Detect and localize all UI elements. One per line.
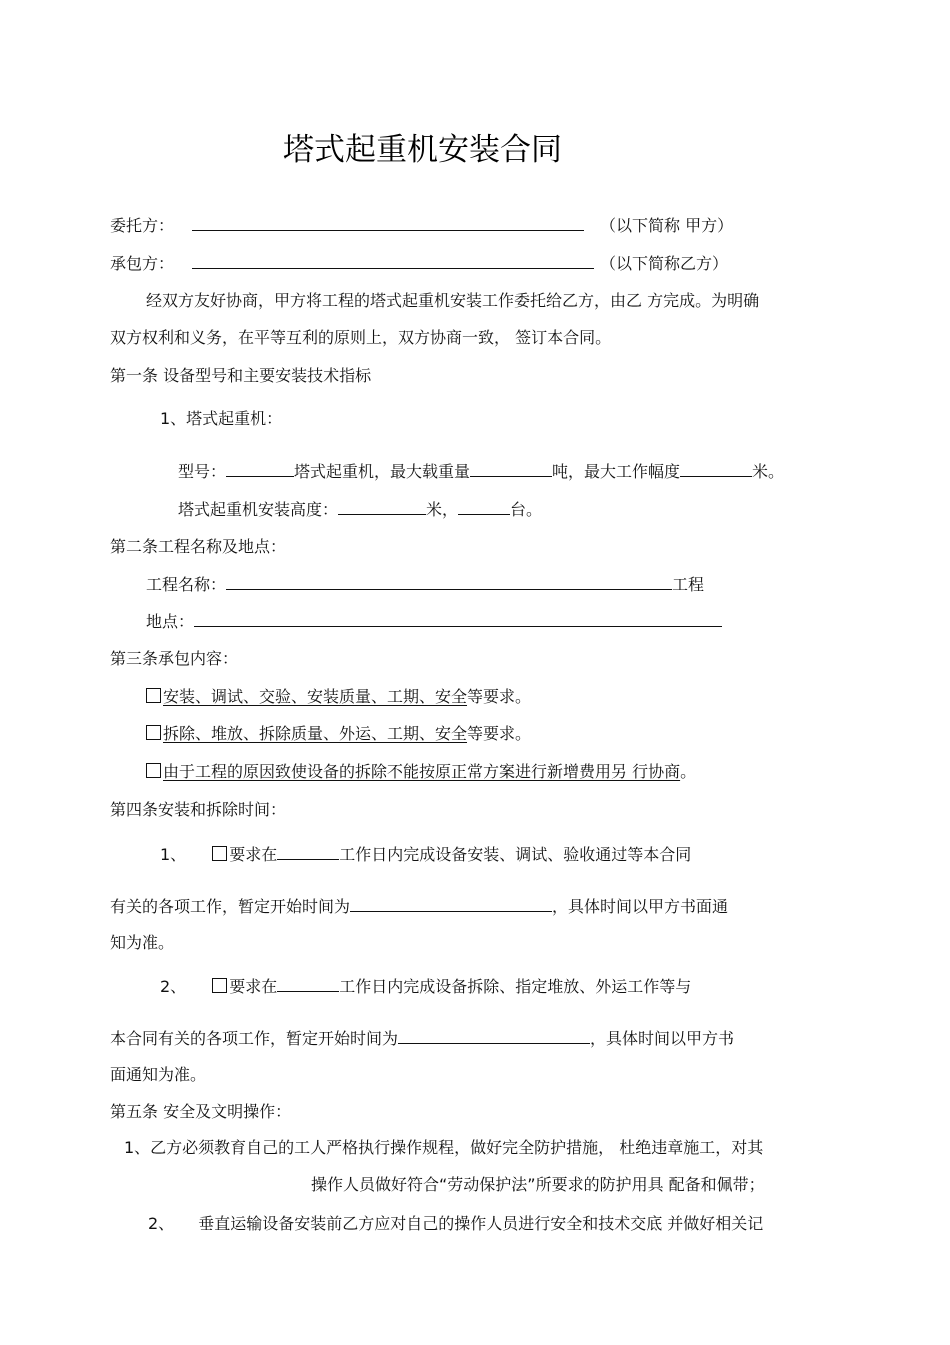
install-time-line-2 <box>110 895 728 918</box>
project-place-label: 地点： <box>146 612 195 631</box>
client-note: （以下简称 甲方） <box>600 216 734 235</box>
client-name-blank <box>192 214 584 231</box>
contractor-note: （以下简称乙方） <box>600 254 729 273</box>
install-height-line <box>178 498 542 521</box>
max-load-blank <box>470 460 552 477</box>
dismantle-time-text-c: 本合同有关的各项工作，暂定开始时间为 <box>110 1029 399 1048</box>
project-place-line <box>146 610 722 633</box>
extra-cost-text: 由于工程的原因致使设备的拆除不能按原正常方案进行新增费用另 行协商 <box>163 762 681 781</box>
safety-item-2-number: 2、 <box>148 1214 175 1233</box>
dismantle-time-checkbox[interactable] <box>212 978 227 993</box>
project-place-blank <box>194 610 722 627</box>
project-name-line <box>146 573 704 596</box>
install-height-label: 塔式起重机安装高度： <box>178 500 339 519</box>
extra-cost-rest: 。 <box>680 762 697 781</box>
unit-count-blank <box>458 498 510 515</box>
article-1-item-1: 1、塔式起重机： <box>160 409 283 428</box>
intro-line-1: 经双方友好协商，甲方将工程的塔式起重机安装工作委托给乙方，由乙 方完成。为明确 <box>146 291 760 310</box>
dismantle-time-text-b: 工作日内完成设备拆除、指定堆放、外运工作等与 <box>339 977 692 996</box>
install-time-text-b: 工作日内完成设备安装、调试、验收通过等本合同 <box>339 845 692 864</box>
client-label: 委托方： <box>110 216 175 235</box>
contractor-line <box>110 252 728 275</box>
article-1-heading: 第一条 设备型号和主要安装技术指标 <box>110 366 372 385</box>
project-name-suffix: 工程 <box>672 575 705 594</box>
install-checkbox[interactable] <box>146 688 161 703</box>
dismantle-time-line-2 <box>110 1027 734 1050</box>
dismantle-time-text-a: 要求在 <box>229 977 278 996</box>
article-5-heading: 第五条 安全及文明操作： <box>110 1102 292 1121</box>
unit-count-unit: 台。 <box>510 500 543 519</box>
contractor-label: 承包方： <box>110 254 175 273</box>
contractor-name-blank <box>192 252 594 269</box>
scope-option-install <box>146 686 531 708</box>
install-time-text-d: ，具体时间以甲方书面通 <box>552 897 729 916</box>
install-height-blank <box>338 498 426 515</box>
article-3-heading: 第三条承包内容： <box>110 649 239 668</box>
intro-line-2: 双方权利和义务，在平等互利的原则上，双方协商一致， 签订本合同。 <box>110 328 612 347</box>
model-blank <box>226 460 294 477</box>
scope-option-extra-cost <box>146 761 696 783</box>
dismantle-scope-text: 拆除、堆放、拆除质量、外运、工期、安全 <box>163 724 468 743</box>
project-name-label: 工程名称： <box>146 575 227 594</box>
install-time-text-a: 要求在 <box>229 845 278 864</box>
dismantle-time-line-3: 面通知为准。 <box>110 1065 207 1084</box>
install-time-line-3: 知为准。 <box>110 933 175 952</box>
client-line <box>110 214 733 237</box>
document-title: 塔式起重机安装合同 <box>283 132 562 168</box>
install-time-line-1 <box>160 843 691 866</box>
install-time-text-c: 有关的各项工作，暂定开始时间为 <box>110 897 351 916</box>
dismantle-checkbox[interactable] <box>146 725 161 740</box>
max-load-text: 吨，最大工作幅度 <box>552 462 681 481</box>
install-time-checkbox[interactable] <box>212 846 227 861</box>
model-text: 塔式起重机，最大载重量 <box>294 462 471 481</box>
model-label: 型号： <box>178 462 227 481</box>
install-scope-rest: 等要求。 <box>467 687 532 706</box>
dismantle-days-blank <box>277 975 339 992</box>
dismantle-start-date-blank <box>398 1027 590 1044</box>
install-scope-text: 安装、调试、交验、安装质量、工期、安全 <box>163 687 468 706</box>
dismantle-scope-rest: 等要求。 <box>467 724 532 743</box>
install-time-number: 1、 <box>160 845 187 864</box>
article-4-heading: 第四条安装和拆除时间： <box>110 800 287 819</box>
safety-item-2-line-1 <box>148 1213 763 1235</box>
dismantle-time-text-d: ，具体时间以甲方书 <box>590 1029 735 1048</box>
extra-cost-checkbox[interactable] <box>146 763 161 778</box>
model-line <box>178 460 784 483</box>
safety-item-1-line-1: 1、乙方必须教育自己的工人严格执行操作规程，做好完全防护措施， 杜绝违章施工，对其 <box>124 1138 764 1157</box>
install-start-date-blank <box>350 895 552 912</box>
dismantle-time-line-1 <box>160 975 691 998</box>
max-radius-unit: 米。 <box>752 462 785 481</box>
max-radius-blank <box>680 460 752 477</box>
safety-item-1-line-2: 操作人员做好符合“劳动保护法”所要求的防护用具 配备和佩带； <box>311 1175 765 1194</box>
article-2-heading: 第二条工程名称及地点： <box>110 537 287 556</box>
install-days-blank <box>277 843 339 860</box>
install-height-unit: 米， <box>426 500 459 519</box>
scope-option-dismantle <box>146 723 531 745</box>
project-name-blank <box>226 573 672 590</box>
dismantle-time-number: 2、 <box>160 977 187 996</box>
safety-item-2-text: 垂直运输设备安装前乙方应对自己的操作人员进行安全和技术交底 并做好相关记 <box>198 1214 764 1233</box>
